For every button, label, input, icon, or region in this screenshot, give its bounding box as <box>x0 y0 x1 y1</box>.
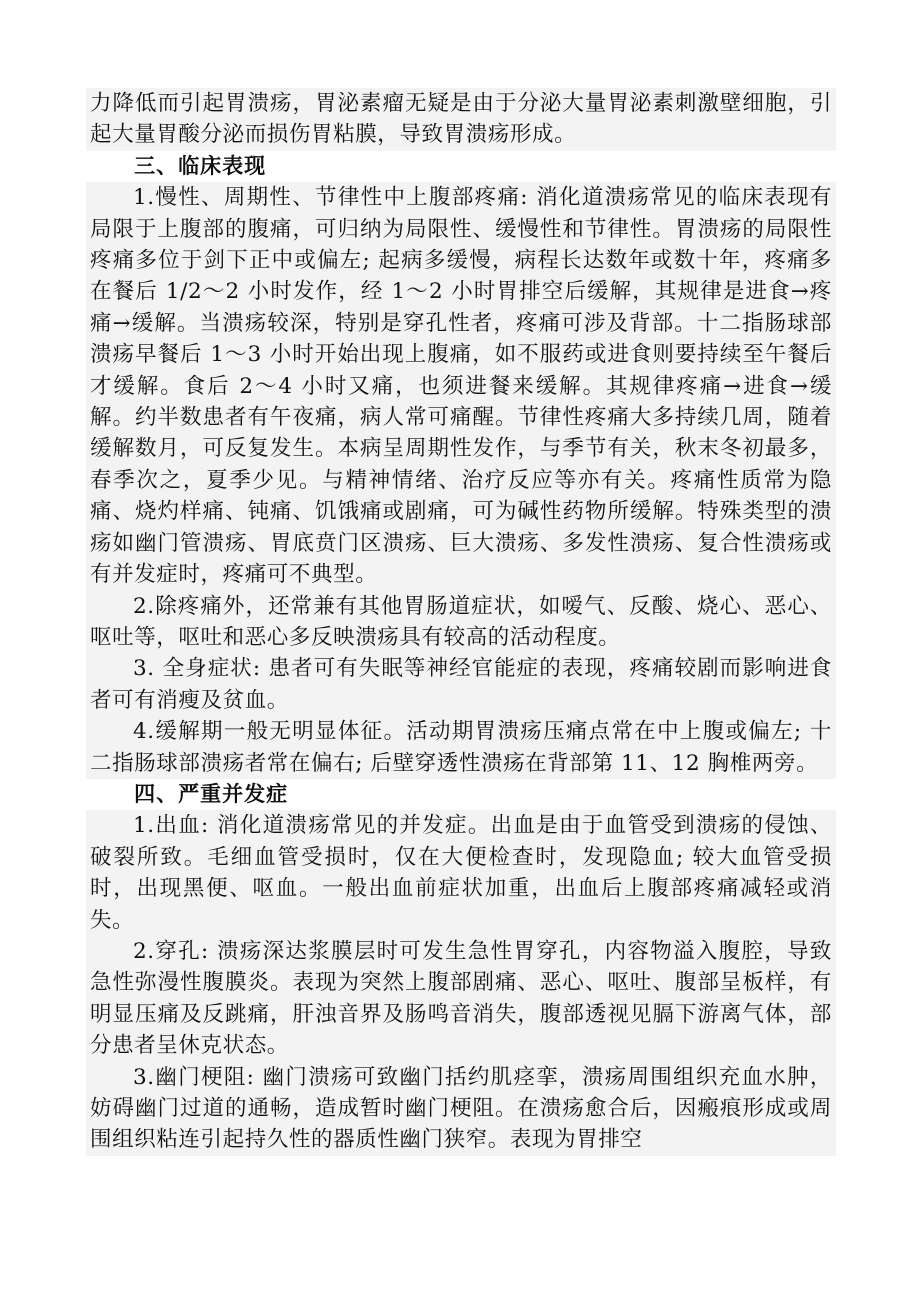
document-page <box>86 88 836 1156</box>
section-heading-clinical: 三、临床表现 <box>134 153 267 178</box>
paragraph-continuation: 力降低而引起胃溃疡，胃泌素瘤无疑是由于分泌大量胃泌素刺激壁细胞，引起大量胃酸分泌而损伤胃粘膜，导致胃溃疡形成。 <box>86 88 836 151</box>
paragraph-symptom-1: 1.慢性、周期性、节律性中上腹部疼痛: 消化道溃疡常见的临床表现有局限于上腹部的腹痛，可归纳为局限性、缓慢性和节律性。胃溃疡的局限性疼痛多位于剑下正中或偏左; 起病多缓慢，病程长达数年或数十年，疼痛多在餐后 1/2～2 小时发作，经 1～2 小时胃排空后缓解，其规律是进食→疼痛→缓解。当溃疡较深，特别是穿孔性者，疼痛可涉及背部。十二指肠球部溃疡早餐后 1～3 小时开始出现上腹痛，如不服药或进食则要持续至午餐后才缓解。食后 2～4 小时又痛，也须进餐来缓解。其规律疼痛→进食→缓解。约半数患者有午夜痛，病人常可痛醒。节律性疼痛大多持续几周，随着缓解数月，可反复发生。本病呈周期性发作，与季节有关，秋末冬初最多，春季次之，夏季少见。与精神情绪、治疗反应等亦有关。疼痛性质常为隐痛、烧灼样痛、钝痛、饥饿痛或剧痛，可为碱性药物所缓解。特殊类型的溃疡如幽门管溃疡、胃底贲门区溃疡、巨大溃疡、多发性溃疡、复合性溃疡或有并发症时，疼痛可不典型。 <box>86 182 836 590</box>
paragraph-complication-3: 3.幽门梗阻: 幽门溃疡可致幽门括约肌痉挛，溃疡周围组织充血水肿，妨碍幽门过道的通畅，造成暂时幽门梗阻。在溃疡愈合后，因瘢痕形成或周围组织粘连引起持久性的器质性幽门狭窄。表现为胃排空 <box>86 1062 836 1156</box>
paragraph-complication-1: 1.出血: 消化道溃疡常见的并发症。出血是由于血管受到溃疡的侵蚀、破裂所致。毛细血管受损时，仅在大便检查时，发现隐血; 较大血管受损时，出现黑便、呕血。一般出血前症状加重，出血后上腹部疼痛减轻或消失。 <box>86 810 836 936</box>
section-heading-complications: 四、严重并发症 <box>134 781 289 806</box>
paragraph-symptom-3: 3. 全身症状: 患者可有失眠等神经官能症的表现，疼痛较剧而影响进食者可有消瘦及贫血。 <box>86 653 836 716</box>
paragraph-complication-2: 2.穿孔: 溃疡深达浆膜层时可发生急性胃穿孔，内容物溢入腹腔，导致急性弥漫性腹膜炎。表现为突然上腹部剧痛、恶心、呕吐、腹部呈板样，有明显压痛及反跳痛，肝浊音界及肠鸣音消失，腹部透视见膈下游离气体，部分患者呈休克状态。 <box>86 936 836 1062</box>
paragraph-symptom-2: 2.除疼痛外，还常兼有其他胃肠道症状，如嗳气、反酸、烧心、恶心、呕吐等，呕吐和恶心多反映溃疡具有较高的活动程度。 <box>86 591 836 654</box>
paragraph-symptom-4: 4.缓解期一般无明显体征。活动期胃溃疡压痛点常在中上腹或偏左; 十二指肠球部溃疡者常在偏右; 后壁穿透性溃疡在背部第 11、12 胸椎两旁。 <box>86 716 836 779</box>
